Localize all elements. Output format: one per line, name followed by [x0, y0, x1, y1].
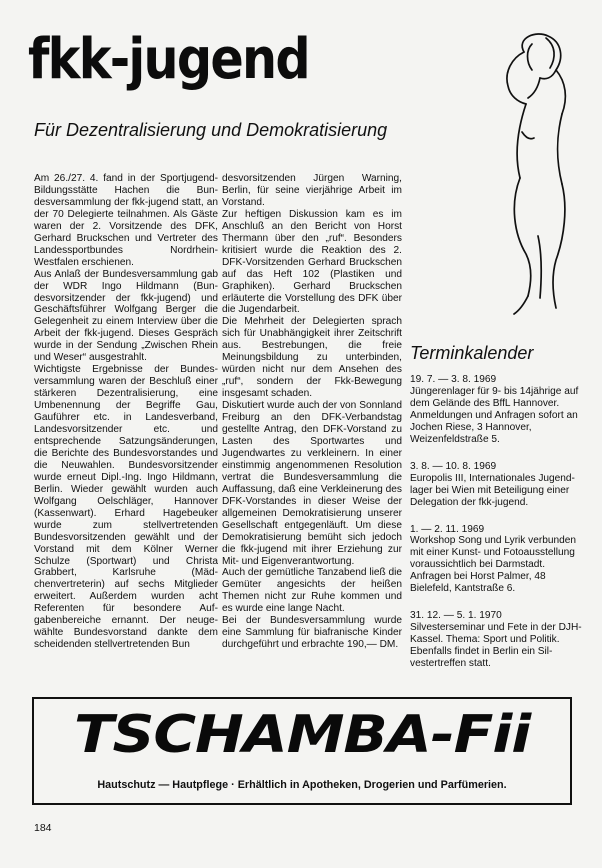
- advertisement-box: [32, 697, 572, 805]
- calendar-entry-text: Europolis III, Internationales Jugendlager bei Wien mit Beteiligung einer Delegation der fkk-jugend.: [410, 472, 575, 508]
- page-number: 184: [34, 822, 52, 834]
- calendar-entry-date: 31. 12. — 5. 1. 1970: [410, 610, 502, 622]
- article-paragraph: Bei der Bundesversammlung wurde eine Sammlung für biafranische Kinder durchgeführt und erbrachte 190,— DM.: [222, 615, 402, 651]
- article-paragraph: Am 26./27. 4. fand in der Sportjugend-Bildungsstätte Hachen die Bundesversammlung der fkk-jugend statt, an der 70 Delegierte teilnahmen. Als Gäste waren der 2. Vorsitzende des DFK, Gerhard Bruckschen und Vertreter des Landessportbundes Nordrhein-Westfalen erschienen.: [34, 173, 218, 268]
- calendar-entry: [410, 461, 582, 509]
- page-subtitle: Für Dezentralisierung und Demokratisierung: [34, 120, 388, 140]
- calendar-entry: [410, 610, 582, 670]
- article-column-1: [34, 173, 218, 651]
- nude-figure-drawing: [406, 28, 578, 320]
- article-paragraph: Aus Anlaß der Bundesversammlung gab der WDR Ingo Hildmann (Bundesvorsitzender der fkk-jugend) und Geschäftsführer Wolfgang Berger die Gelegenheit zu einem Interview über die Arbeit der fkk-jugend. Dieses Gespräch wurde in der Sendung „Zwischen Rhein und Weser“ ausgestrahlt.: [34, 268, 218, 364]
- article-paragraph: Auch der gemütliche Tanzabend ließ die Gemüter angesichts der heißen Themen nicht zur Ruhe kommen und es wurde eine lange Nacht.: [222, 567, 402, 615]
- article-column-2: [222, 173, 402, 651]
- article-paragraph: Die Mehrheit der Delegierten sprach sich für Unabhängigkeit ihrer Zeitschrift aus. Bestrebungen, die freie Meinungsbildung zu unterbinden, würden nicht nur dem Ansehen des „ruf“, sondern der Fkk-Bewegung insgesamt schaden.: [222, 316, 402, 400]
- calendar-heading: Terminkalender: [410, 343, 534, 363]
- article-paragraph: desvorsitzenden Jürgen Warning, Berlin, für seine vierjährige Arbeit im Vorstand.: [222, 173, 402, 208]
- advertisement-tagline: Hautschutz — Hautpflege · Erhältlich in Apotheken, Drogerien und Parfümerien.: [97, 779, 507, 791]
- article-paragraph: Diskutiert wurde auch der von Sonnland Freiburg an den DFK-Verbandstag gestellte Antrag, den DFK-Vorstand zu Lasten des Sportwartes und Jugendwartes zu verkleinern. In einer einstimmig angenommenen Resolution vertrat die Bundesversammlung die Auffassung, daß eine Verkleinerung des DFK-Vorstandes in dieser Weise der allgemeinen Demokratisierung unserer Gesellschaft entgegenläuft. Um diese Demokratisierung bemüht sich jedoch die fkk-jugend mit ihrer Erziehung zur Mit- und Eigenverantwortung.: [222, 400, 402, 567]
- calendar-entry-date: 1. — 2. 11. 1969: [410, 523, 485, 535]
- page-title: fkk-jugend: [28, 27, 309, 92]
- article-paragraph: Wichtigste Ergebnisse der Bundesversammlung waren der Beschluß einer stärkeren Dezentralisierung, eine Umbenennung der Begriffe Gau, Gauführer etc. in Landesverband, Landesvorsitzender etc. und entsprechende Satzungsänderungen, die Berichte des Bundesvorstandes und die Neuwahlen. Bundesvorsitzender wurde erneut Dipl.-Ing. Ingo Hildmann, Berlin. Wieder gewählt wurden auch Wolfgang Oelschläger, Hannover (Kassenwart). Erhard Hagebeuker wurde zum stellvertretenden Bundesvorsitzenden gewählt und der Vorstand mit dem Kölner Werner Schulze (Sportwart) und Christa Grabbert, Karlsruhe (Mädchenvertreterin) auf sechs Mitglieder erweitert. Außerdem wurden acht Referenten für besondere Aufgabenbereiche ernannt. Der neugewählte Bundesvorstand dankte dem scheidenden stellvertretenden Bun: [34, 364, 218, 651]
- calendar-entry: [410, 524, 582, 596]
- event-calendar: [410, 342, 582, 685]
- calendar-entry-text: Jüngerenlager für 9- bis 14jährige auf dem Gelände des BffL Hannover. Anmeldungen und Anfragen sofort an Jochen Riese, 3 Hannover, Weizenfeldstraße 5.: [410, 385, 579, 445]
- article-paragraph: Zur heftigen Diskussion kam es im Anschluß an den Bericht von Horst Thermann über den „ruf“. Besonders kritisiert wurde die Reaktion des 2. DFK-Vorsitzenden Gerhard Bruckschen auf das Heft 102 (Plastiken und Graphiken). Gerhard Bruckschen erläuterte die Vorstellung des DFK über die Jugendarbeit.: [222, 208, 402, 316]
- calendar-entry: [410, 374, 582, 446]
- calendar-entry-date: 19. 7. — 3. 8. 1969: [410, 374, 497, 385]
- calendar-entry-text: Silvesterseminar und Fete in der DJH-Kassel. Thema: Sport und Politik. Ebenfalls findet in Berlin ein Silvestertreffen statt.: [410, 622, 582, 670]
- calendar-entry-date: 3. 8. — 10. 8. 1969: [410, 460, 497, 472]
- calendar-entry-text: Workshop Song und Lyrik verbunden mit einer Kunst- und Fotoausstellung voraussichtlich bei Darmstadt. Anfragen bei Horst Palmer, 48 Bielefeld, Kantstraße 6.: [410, 535, 577, 595]
- advertisement-brand-logo: TSCHAMBA-Fii: [73, 705, 531, 765]
